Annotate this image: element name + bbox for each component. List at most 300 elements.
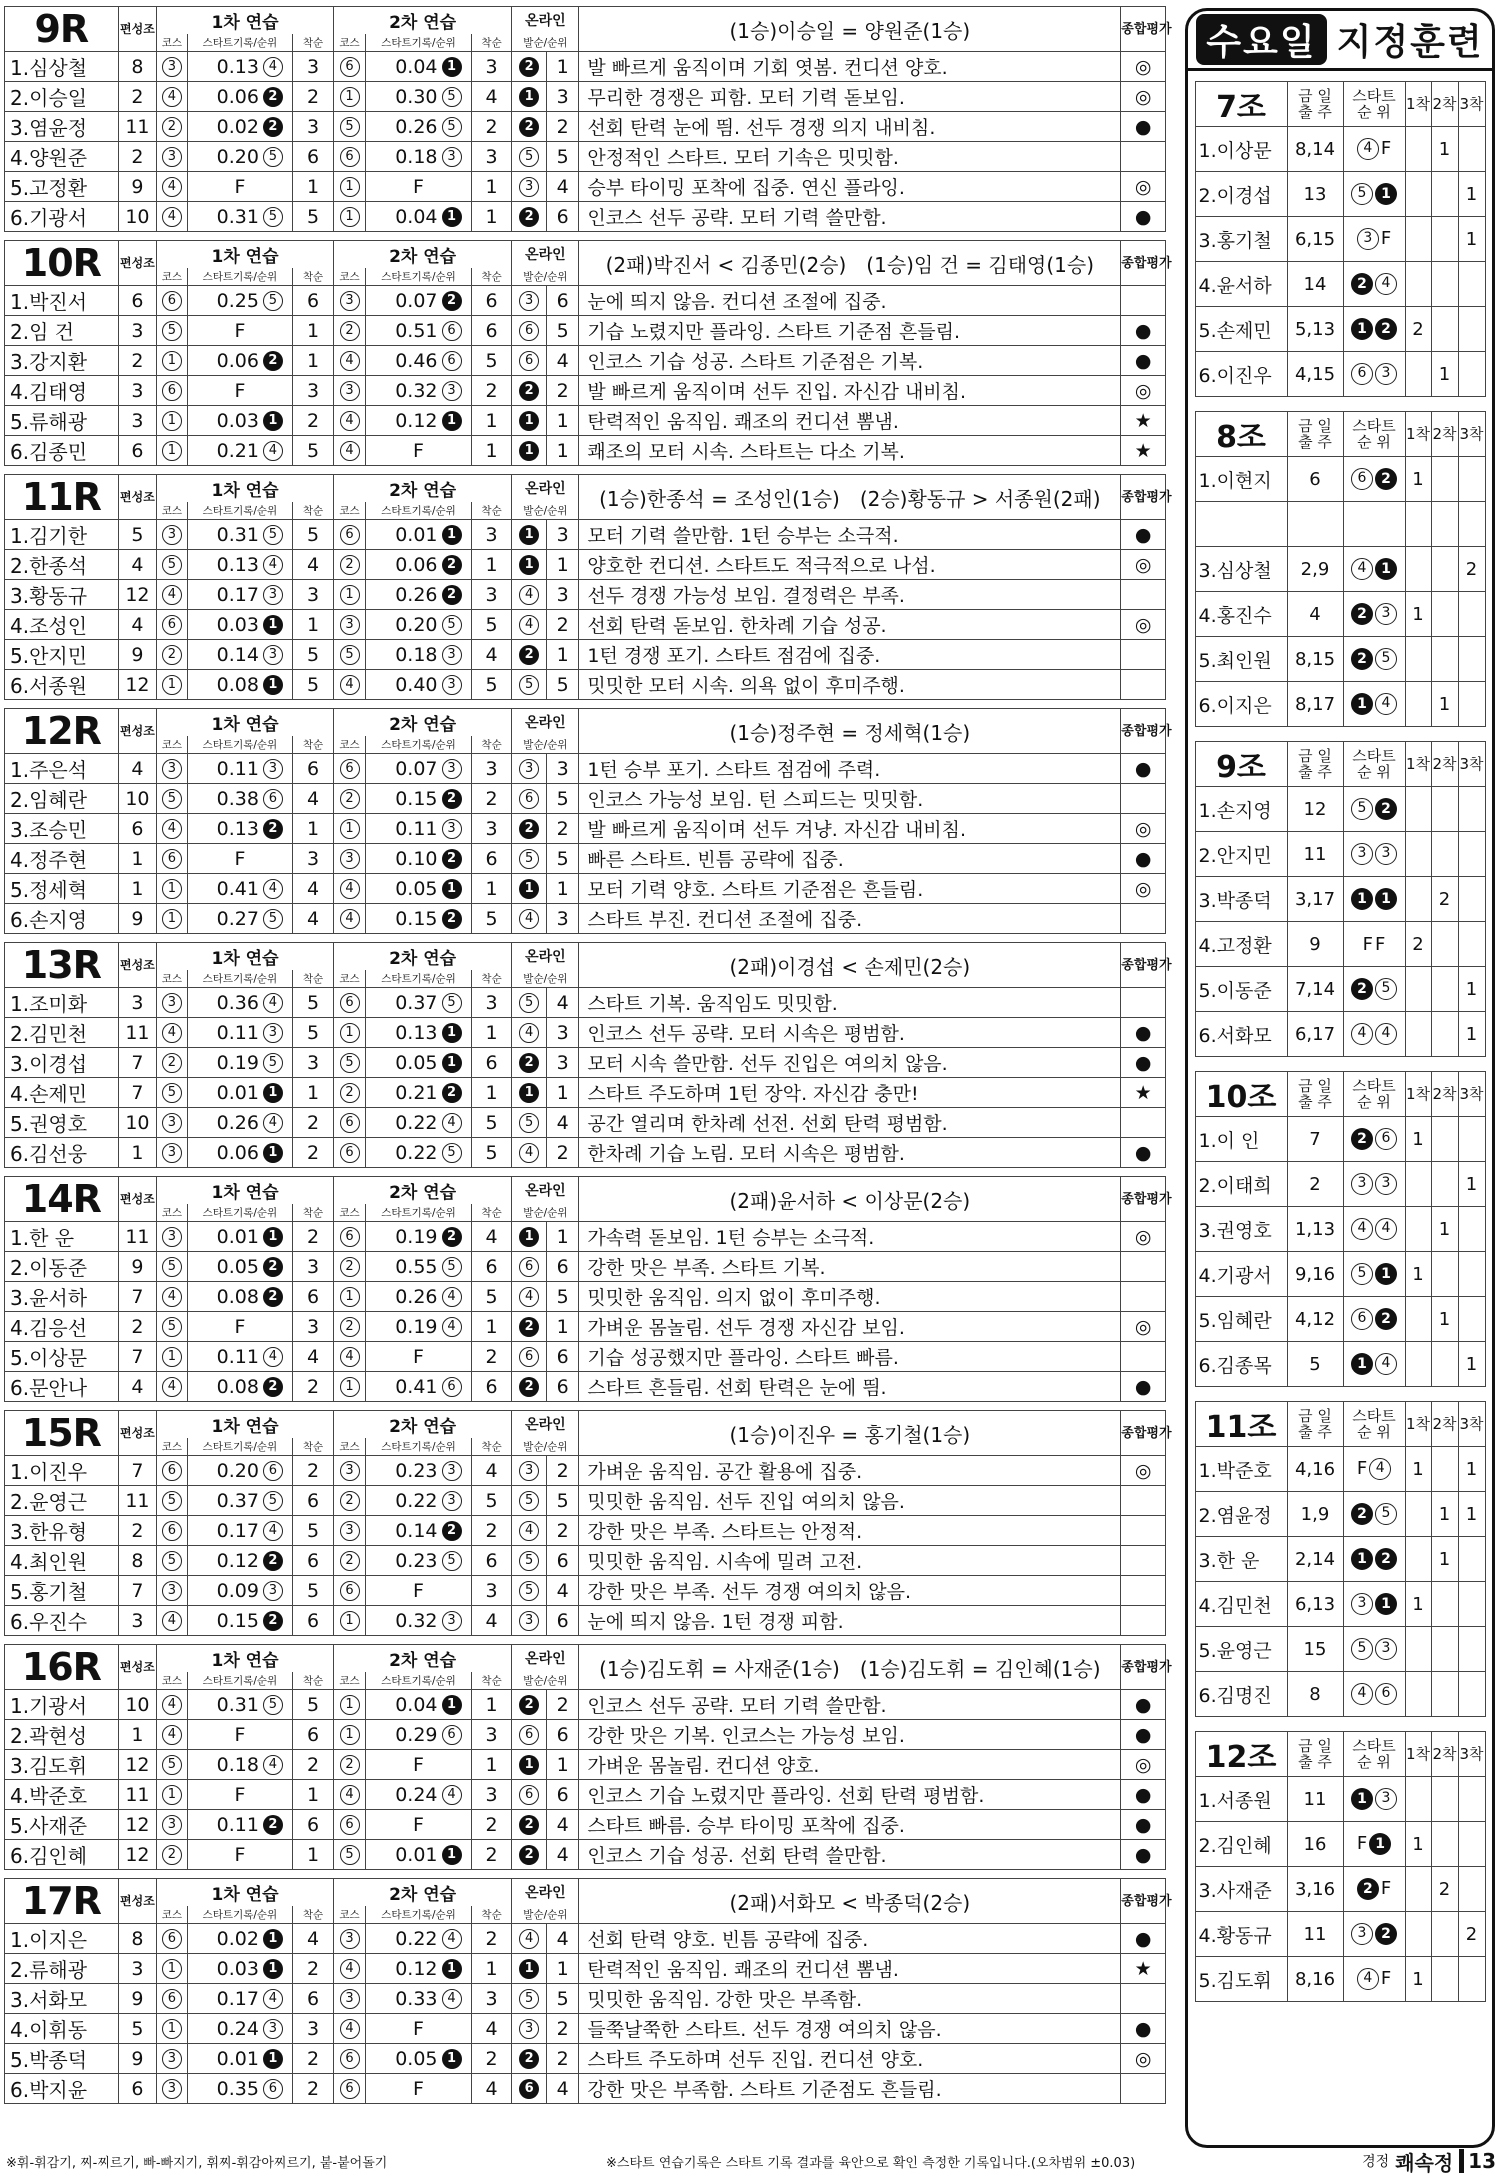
place2 <box>1431 1912 1458 1957</box>
place2 <box>1431 1627 1458 1672</box>
race-dates: 9 <box>1287 922 1343 967</box>
start-time: 0.01 <box>395 523 438 546</box>
rank-text: F <box>1362 933 1373 955</box>
course-1 <box>157 1750 187 1780</box>
rank-filled-circle: 1 <box>1375 558 1397 580</box>
rank-circle: 4 <box>263 555 283 575</box>
subheader: 스타트기록/순위 <box>366 1672 472 1689</box>
race-table-11R <box>4 474 1172 700</box>
rank-circle: 6 <box>340 2079 360 2099</box>
subheader: 코스 <box>157 1672 187 1689</box>
online-start <box>512 904 547 934</box>
rank-circle: 6 <box>162 1461 182 1481</box>
rank-circle: 5 <box>442 87 462 107</box>
rank-circle: 5 <box>263 909 283 929</box>
group-row <box>1195 547 1485 592</box>
eval-mark <box>1121 1606 1166 1636</box>
eval-mark: ◎ <box>1121 172 1166 202</box>
rank-circle: 4 <box>1351 1218 1373 1240</box>
eval-header: 종합평가 <box>1121 943 1166 988</box>
rank-circle: 3 <box>442 381 462 401</box>
racer-group: 7 <box>118 1282 157 1312</box>
start-record-2 <box>366 754 472 784</box>
finish-1: 6 <box>293 286 334 316</box>
racer-name: 6.김인혜 <box>5 1840 119 1870</box>
place1-header: 1착 <box>1405 1732 1431 1777</box>
group-row <box>1195 1012 1485 1057</box>
racer-name: 3.서화모 <box>5 1984 119 2014</box>
rank-circle: 3 <box>162 759 182 779</box>
eval-header: 종합평가 <box>1121 1645 1166 1690</box>
start-record-2 <box>366 904 472 934</box>
finish-2: 6 <box>471 286 512 316</box>
course-2 <box>333 1312 365 1342</box>
race-table-12R <box>4 708 1172 934</box>
start-ranks <box>1343 547 1405 592</box>
rank-circle: 4 <box>519 909 539 929</box>
rank-filled-circle: 2 <box>519 1377 539 1397</box>
rank-circle: 5 <box>340 117 360 137</box>
rank-circle: 1 <box>340 207 360 227</box>
start-time: 0.32 <box>395 379 438 402</box>
group-racer-name: 5.최인원 <box>1195 637 1287 682</box>
online-rank: 4 <box>546 1840 578 1870</box>
start-time: 0.35 <box>216 2077 259 2100</box>
start-time: 0.01 <box>395 1843 438 1866</box>
finish-2: 4 <box>471 1606 512 1636</box>
rank-circle: 6 <box>1351 363 1373 385</box>
start-record-1 <box>187 814 293 844</box>
place2: 1 <box>1431 1492 1458 1537</box>
rank-circle: 3 <box>263 1023 283 1043</box>
racer-group: 1 <box>118 1720 157 1750</box>
finish-2: 1 <box>471 1078 512 1108</box>
course-2 <box>333 1690 365 1720</box>
comment: 가벼운 몸놀림. 컨디션 양호. <box>579 1750 1121 1780</box>
rank-filled-circle: 2 <box>519 819 539 839</box>
rank-filled-circle: 2 <box>1357 1878 1379 1900</box>
startrank-header: 발순/순위 <box>512 970 579 987</box>
start-time: 0.08 <box>216 673 259 696</box>
rank-circle: 5 <box>442 1143 462 1163</box>
finish-1: 3 <box>293 1312 334 1342</box>
online-start <box>512 640 547 670</box>
rank-filled-circle: 2 <box>263 87 283 107</box>
race-dates: 6,15 <box>1287 217 1343 262</box>
subheader: 스타트기록/순위 <box>187 1906 293 1923</box>
start-record-1 <box>187 316 293 346</box>
start-ranks <box>1343 1867 1405 1912</box>
place1 <box>1405 1867 1431 1912</box>
rank-circle: 2 <box>340 321 360 341</box>
start-record-2 <box>366 1108 472 1138</box>
place2: 1 <box>1431 682 1458 727</box>
course-2 <box>333 1720 365 1750</box>
rank-filled-circle: 2 <box>442 555 462 575</box>
online-rank: 1 <box>546 1222 578 1252</box>
rank-circle: 1 <box>162 1785 182 1805</box>
finish-1: 1 <box>293 172 334 202</box>
finish-1: 2 <box>293 1372 334 1402</box>
rank-circle: 4 <box>162 585 182 605</box>
start-rank-header: 스타트 순 위 <box>1343 1072 1405 1117</box>
rank-circle: 3 <box>340 1929 360 1949</box>
start-time: 0.31 <box>216 523 259 546</box>
place3 <box>1458 682 1485 727</box>
eval-mark <box>1121 1252 1166 1282</box>
start-time: 0.55 <box>395 1255 438 1278</box>
place1: 1 <box>1405 1117 1431 1162</box>
team-header: 편성조 <box>118 943 157 988</box>
online-rank: 3 <box>546 1048 578 1078</box>
finish-2: 4 <box>471 82 512 112</box>
rank-circle: 3 <box>442 1611 462 1631</box>
place2 <box>1431 1777 1458 1822</box>
subheader: 착순 <box>471 1204 512 1221</box>
rank-circle: 2 <box>340 1257 360 1277</box>
start-time: 0.22 <box>395 1141 438 1164</box>
finish-1: 1 <box>293 346 334 376</box>
finish-2: 4 <box>471 640 512 670</box>
start-time: 0.06 <box>216 349 259 372</box>
group-racer-name: 3.박종덕 <box>1195 877 1287 922</box>
eval-mark: ★ <box>1121 1954 1166 1984</box>
finish-1: 2 <box>293 1456 334 1486</box>
start-rank-header: 스타트 순 위 <box>1343 82 1405 127</box>
rank-circle: 5 <box>162 1257 182 1277</box>
rank-circle: 5 <box>1375 648 1397 670</box>
first-practice-header: 1차 연습 <box>157 7 334 35</box>
group-row <box>1195 502 1485 547</box>
race-dates: 7 <box>1287 1117 1343 1162</box>
subheader: 착순 <box>293 1438 334 1455</box>
place1 <box>1405 1342 1431 1387</box>
finish-2: 3 <box>471 580 512 610</box>
place2 <box>1431 832 1458 877</box>
racer-name: 1.기광서 <box>5 1690 119 1720</box>
finish-1: 1 <box>293 316 334 346</box>
group-row <box>1195 592 1485 637</box>
startrank-header: 발순/순위 <box>512 1672 579 1689</box>
comment: 승부 타이밍 포착에 집중. 연신 플라잉. <box>579 172 1121 202</box>
subheader: 스타트기록/순위 <box>187 1672 293 1689</box>
online-start <box>512 754 547 784</box>
finish-1: 5 <box>293 202 334 232</box>
subheader: 코스 <box>333 970 365 987</box>
start-time: 0.10 <box>395 847 438 870</box>
start-time: 0.17 <box>216 1987 259 2010</box>
eval-header: 종합평가 <box>1121 475 1166 520</box>
place2 <box>1431 592 1458 637</box>
place1 <box>1405 127 1431 172</box>
start-time: 0.11 <box>216 1021 259 1044</box>
start-record-1 <box>187 202 293 232</box>
start-time: F <box>413 1579 424 1602</box>
rank-filled-circle: 1 <box>1375 1593 1397 1615</box>
online-rank: 2 <box>546 1456 578 1486</box>
eval-mark <box>1121 640 1166 670</box>
place3: 1 <box>1458 1492 1485 1537</box>
eval-mark: ◎ <box>1121 550 1166 580</box>
finish-1: 5 <box>293 1018 334 1048</box>
rank-circle: 3 <box>1351 1923 1373 1945</box>
finish-1: 4 <box>293 550 334 580</box>
racer-group: 12 <box>118 670 157 700</box>
rank-circle: 5 <box>519 993 539 1013</box>
rank-filled-circle: 2 <box>1351 648 1373 670</box>
subheader: 스타트기록/순위 <box>366 1204 472 1221</box>
racer-group: 3 <box>118 316 157 346</box>
group-row <box>1195 1492 1485 1537</box>
group-racer-name: 6.김종목 <box>1195 1342 1287 1387</box>
start-record-1 <box>187 784 293 814</box>
race-summary: (1승)이진우 = 홍기철(1승) <box>579 1411 1121 1456</box>
finish-1: 6 <box>293 1546 334 1576</box>
dates-header: 금 일 출 주 <box>1287 1732 1343 1777</box>
eval-mark: ● <box>1121 112 1166 142</box>
eval-mark: ● <box>1121 1780 1166 1810</box>
eval-mark <box>1121 1516 1166 1546</box>
start-ranks <box>1343 922 1405 967</box>
rank-text: F <box>1356 1458 1368 1479</box>
rank-circle: 1 <box>340 819 360 839</box>
rank-circle: 4 <box>442 1989 462 2009</box>
place2-header: 2착 <box>1431 1072 1458 1117</box>
rank-filled-circle: 1 <box>442 525 462 545</box>
racer-group: 7 <box>118 1342 157 1372</box>
racer-group: 2 <box>118 346 157 376</box>
racer-group: 12 <box>118 1810 157 1840</box>
finish-2: 1 <box>471 1018 512 1048</box>
group-racer-name: 3.권영호 <box>1195 1207 1287 1252</box>
rank-filled-circle: 1 <box>263 411 283 431</box>
eval-mark <box>1121 2074 1166 2104</box>
online-rank: 2 <box>546 1516 578 1546</box>
course-2 <box>333 1606 365 1636</box>
comment: 쾌조의 모터 시속. 스타트는 다소 기복. <box>579 436 1121 466</box>
comment: 안정적인 스타트. 모터 기속은 밋밋함. <box>579 142 1121 172</box>
rank-filled-circle: 1 <box>442 1695 462 1715</box>
start-time: 0.40 <box>395 673 438 696</box>
start-record-1 <box>187 1750 293 1780</box>
course-2 <box>333 844 365 874</box>
dates-header: 금 일 출 주 <box>1287 412 1343 457</box>
course-1 <box>157 1486 187 1516</box>
rank-circle: 6 <box>519 789 539 809</box>
racer-row <box>5 1750 1166 1780</box>
online-start <box>512 376 547 406</box>
course-1 <box>157 406 187 436</box>
course-2 <box>333 1018 365 1048</box>
subheader: 착순 <box>293 970 334 987</box>
race-dates: 15 <box>1287 1627 1343 1672</box>
rank-circle: 6 <box>162 1929 182 1949</box>
finish-2: 2 <box>471 376 512 406</box>
rank-circle: 6 <box>263 789 283 809</box>
eval-mark: ◎ <box>1121 1456 1166 1486</box>
racer-group: 2 <box>118 1312 157 1342</box>
start-record-2 <box>366 1690 472 1720</box>
racer-name: 4.김응선 <box>5 1312 119 1342</box>
place2 <box>1431 502 1458 547</box>
online-start <box>512 1810 547 1840</box>
footer <box>6 2149 1496 2175</box>
rank-circle: 4 <box>340 1347 360 1367</box>
finish-1: 3 <box>293 844 334 874</box>
place3 <box>1458 1117 1485 1162</box>
rank-filled-circle: 1 <box>1351 1548 1373 1570</box>
rank-circle: 3 <box>340 381 360 401</box>
course-1 <box>157 1954 187 1984</box>
rank-circle: 3 <box>519 759 539 779</box>
finish-1: 6 <box>293 754 334 784</box>
rank-circle: 6 <box>1351 1308 1373 1330</box>
race-table-14R <box>4 1176 1172 1402</box>
place2: 1 <box>1431 127 1458 172</box>
place2 <box>1431 1117 1458 1162</box>
designated-training-panel <box>1185 8 1495 2148</box>
start-record-1 <box>187 670 293 700</box>
racer-group: 8 <box>118 1546 157 1576</box>
rank-circle: 1 <box>162 909 182 929</box>
racer-group: 2 <box>118 1516 157 1546</box>
finish-2: 4 <box>471 1222 512 1252</box>
place1 <box>1405 172 1431 217</box>
racer-row <box>5 406 1166 436</box>
online-start <box>512 1606 547 1636</box>
race-dates: 8,16 <box>1287 1957 1343 2002</box>
rank-circle: 6 <box>162 615 182 635</box>
racer-group: 5 <box>118 520 157 550</box>
finish-2: 5 <box>471 610 512 640</box>
course-2 <box>333 814 365 844</box>
online-start <box>512 112 547 142</box>
start-ranks <box>1343 352 1405 397</box>
finish-2: 3 <box>471 754 512 784</box>
start-time: 0.27 <box>216 907 259 930</box>
course-2 <box>333 82 365 112</box>
course-2 <box>333 874 365 904</box>
finish-2: 3 <box>471 142 512 172</box>
start-ranks <box>1343 1012 1405 1057</box>
online-start <box>512 1372 547 1402</box>
team-header: 편성조 <box>118 709 157 754</box>
place1 <box>1405 547 1431 592</box>
online-start <box>512 1312 547 1342</box>
rank-circle: 3 <box>162 2079 182 2099</box>
course-1 <box>157 1312 187 1342</box>
eval-mark <box>1121 1984 1166 2014</box>
start-record-2 <box>366 814 472 844</box>
second-practice-header: 2차 연습 <box>333 241 512 269</box>
online-start <box>512 1222 547 1252</box>
finish-1: 2 <box>293 2074 334 2104</box>
rank-circle: 5 <box>1375 1503 1397 1525</box>
racer-group: 3 <box>118 988 157 1018</box>
group-row <box>1195 967 1485 1012</box>
rank-circle: 1 <box>340 585 360 605</box>
rank-circle: 3 <box>263 2019 283 2039</box>
rank-circle: 6 <box>340 525 360 545</box>
place1 <box>1405 1012 1431 1057</box>
racer-group: 9 <box>118 904 157 934</box>
start-time: 0.20 <box>216 1459 259 1482</box>
group-row <box>1195 172 1485 217</box>
rank-circle: 5 <box>263 147 283 167</box>
course-1 <box>157 1984 187 2014</box>
online-start <box>512 1108 547 1138</box>
start-rank-header: 스타트 순 위 <box>1343 412 1405 457</box>
rank-circle: 4 <box>263 1521 283 1541</box>
start-record-1 <box>187 346 293 376</box>
startrank-header: 발순/순위 <box>512 1438 579 1455</box>
eval-mark: ● <box>1121 1720 1166 1750</box>
comment: 가벼운 움직임. 공간 활용에 집중. <box>579 1456 1121 1486</box>
finish-1: 2 <box>293 406 334 436</box>
course-2 <box>333 1048 365 1078</box>
finish-1: 3 <box>293 52 334 82</box>
place2-header: 2착 <box>1431 412 1458 457</box>
race-dates: 4,16 <box>1287 1447 1343 1492</box>
start-record-2 <box>366 346 472 376</box>
start-time: 0.14 <box>395 1519 438 1542</box>
rank-circle: 6 <box>340 1815 360 1835</box>
start-time: 0.18 <box>216 1753 259 1776</box>
rank-filled-circle: 1 <box>442 879 462 899</box>
finish-2: 6 <box>471 1372 512 1402</box>
start-record-2 <box>366 640 472 670</box>
group-row <box>1195 832 1485 877</box>
racer-group: 4 <box>118 754 157 784</box>
rank-circle: 3 <box>442 1491 462 1511</box>
rank-circle: 1 <box>162 1959 182 1979</box>
online-start <box>512 2074 547 2104</box>
rank-filled-circle: 2 <box>519 1695 539 1715</box>
group-racer-name: 6.이지은 <box>1195 682 1287 727</box>
place2 <box>1431 217 1458 262</box>
comment: 모터 기력 쓸만함. 1턴 승부는 소극적. <box>579 520 1121 550</box>
finish-2: 4 <box>471 2014 512 2044</box>
rank-circle: 4 <box>340 909 360 929</box>
comment: 눈에 띄지 않음. 1턴 경쟁 피함. <box>579 1606 1121 1636</box>
course-2 <box>333 2044 365 2074</box>
place2 <box>1431 637 1458 682</box>
comment: 인코스 선두 공략. 모터 시속은 평범함. <box>579 1018 1121 1048</box>
rank-circle: 4 <box>1351 1023 1373 1045</box>
first-practice-header: 1차 연습 <box>157 709 334 737</box>
place2 <box>1431 922 1458 967</box>
group-row <box>1195 682 1485 727</box>
place1-header: 1착 <box>1405 82 1431 127</box>
rank-circle: 6 <box>340 1227 360 1247</box>
online-start <box>512 1840 547 1870</box>
start-record-2 <box>366 1984 472 2014</box>
start-ranks <box>1343 1297 1405 1342</box>
racer-row <box>5 550 1166 580</box>
start-time: 0.06 <box>395 553 438 576</box>
group-row <box>1195 1582 1485 1627</box>
start-ranks <box>1343 592 1405 637</box>
place2-header: 2착 <box>1431 1732 1458 1777</box>
race-dates: 11 <box>1287 1912 1343 1957</box>
group-tables <box>1188 81 1492 2002</box>
subheader: 코스 <box>157 1204 187 1221</box>
race-number: 11R <box>5 475 119 520</box>
finish-2: 5 <box>471 1108 512 1138</box>
rank-circle: 4 <box>263 1347 283 1367</box>
course-2 <box>333 52 365 82</box>
course-1 <box>157 1108 187 1138</box>
